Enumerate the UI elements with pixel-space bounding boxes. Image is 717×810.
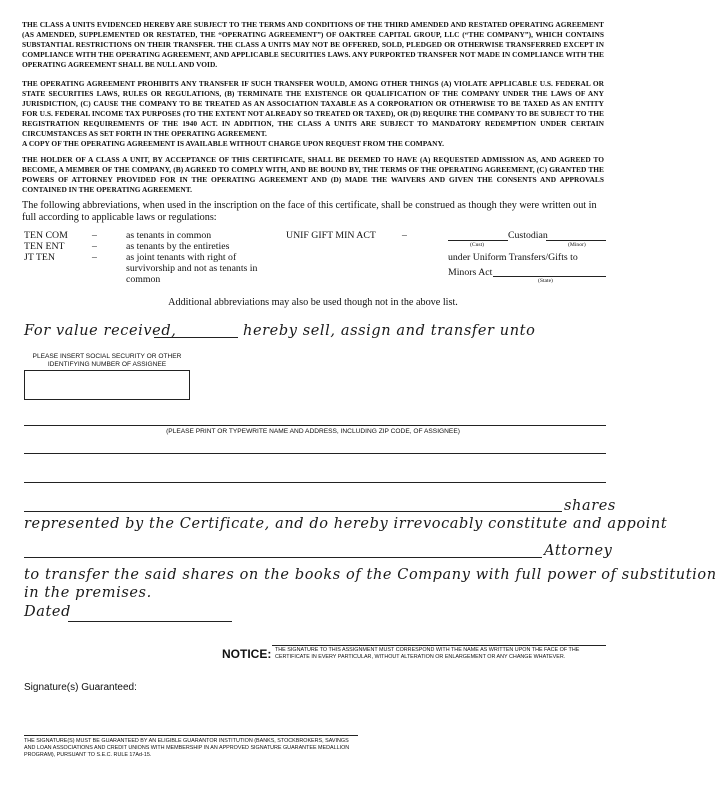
ugma-code: UNIF GIFT MIN ACT — [286, 230, 376, 241]
additional-abbreviations-note: Additional abbreviations may also be used though not in the above list. — [168, 297, 458, 308]
notice-text: THE SIGNATURE TO THIS ASSIGNMENT MUST CORRESPOND WITH THE NAME AS WRITTEN UPON THE FACE OF THE CERTIFICATE IN EVERY PARTICULAR, WITHOUT ALTERATION OR ENLARGEMENT OR ANY CHANGE WHATEVER. — [275, 647, 580, 660]
shares-text: shares — [564, 498, 616, 514]
abbreviation-meaning: as tenants in common — [126, 230, 212, 241]
assignee-address-line-2[interactable] — [24, 482, 606, 483]
guarantee-footnote: THE SIGNATURE(S) MUST BE GUARANTEED BY AN ELIGIBLE GUARANTOR INSTITUTION (BANKS, STOCKBROKERS, SAVINGS AND LOAN ASSOCIATIONS AND CREDIT UNIONS WITH MEMBERSHIP IN AN APPROVED SIGNATURE GUARANTEE MEDALLION PROGRAM), PURSUANT TO S.E.C. RULE 17Ad-15. — [24, 738, 350, 758]
legend-paragraph-holder-acceptance: THE HOLDER OF A CLASS A UNIT, BY ACCEPTANCE OF THIS CERTIFICATE, SHALL BE DEEMED TO HAVE (A) REQUESTED ADMISSION AS, AND AGREED TO BECOME, A MEMBER OF THE COMPANY, (B) AGREED TO COMPLY WITH, AND BE BOUND BY, THE TERMS OF THE OPERATING AGREEMENT, (C) GRANTED THE POWERS OF ATTORNEY PROVIDED FOR IN THE OPERATING AGREEMENT AND (D) MADE THE WAIVERS AND GIVEN THE CONSENTS AND APPROVALS CONTAINED IN THE OPERATING AGREEMENT. — [22, 155, 604, 194]
abbreviations-list — [24, 231, 274, 287]
under-act-text: under Uniform Transfers/Gifts to — [448, 252, 578, 263]
ugma-dash: – — [402, 230, 407, 241]
legend-paragraph-prohibited-transfers: THE OPERATING AGREEMENT PROHIBITS ANY TRANSFER IF SUCH TRANSFER WOULD, AMONG OTHER THINGS (A) VIOLATE APPLICABLE U.S. FEDERAL OR STATE SECURITIES LAWS, RULES OR REGULATIONS, (B) TERMINATE THE EXISTENCE OR QUALIFICATION OF THE COMPANY UNDER THE LAWS OF ANY JURISDICTION, (C) CAUSE THE COMPANY TO BE TREATED AS AN ASSOCIATION TAXABLE AS A CORPORATION OR OTHERWISE TO BE TAXED AS AN ENTITY FOR U.S. FEDERAL INCOME TAX PURPOSES (TO THE EXTENT NOT ALREADY SO TREATED OR TAXED), OR (D) REQUIRE THE COMPANY TO BE SUBJECT TO THE REGISTRATION REQUIREMENTS OF THE 1940 ACT. IN ADDITION, THE CLASS A UNITS ARE SUBJECT TO MANDATORY REDEMPTION UNDER CERTAIN CIRCUMSTANCES AS SET FORTH IN THE OPERATING AGREEMENT. — [22, 79, 604, 138]
attorney-text: Attorney — [544, 543, 613, 559]
name-address-caption: (PLEASE PRINT OR TYPEWRITE NAME AND ADDRESS, INCLUDING ZIP CODE, OF ASSIGNEE) — [166, 428, 460, 435]
signature-guaranteed-label: Signature(s) Guaranteed: — [24, 682, 137, 693]
abbreviation-dash: – — [92, 241, 97, 252]
legend-paragraph-transfer-restrictions: THE CLASS A UNITS EVIDENCED HEREBY ARE SUBJECT TO THE TERMS AND CONDITIONS OF THE THIRD AMENDED AND RESTATED OPERATING AGREEMENT (AS AMENDED, SUPPLEMENTED OR RESTATED, THE “OPERATING AGREEMENT”) OF OAKTREE CAPITAL GROUP, LLC (“THE COMPANY”), WHICH CONTAINS SUBSTANTIAL RESTRICTIONS ON THEIR TRANSFER. THE CLASS A UNITS MAY NOT BE OFFERED, SOLD, PLEDGED OR OTHERWISE TRANSFERRED EXCEPT IN COMPLIANCE WITH THE OPERATING AGREEMENT, AND APPLICABLE SECURITIES LAWS. ANY PURPORTED TRANSFER NOT MADE IN COMPLIANCE WITH THE OPERATING AGREEMENT SHALL BE NULL AND VOID. — [22, 20, 604, 69]
hereby-sell-text: hereby sell, assign and transfer unto — [243, 323, 536, 339]
minor-line — [546, 240, 606, 241]
ssn-label: PLEASE INSERT SOCIAL SECURITY OR OTHER IDENTIFYING NUMBER OF ASSIGNEE — [32, 353, 182, 369]
to-transfer-text: to transfer the said shares on the books of the Company with full power of substitution — [24, 567, 717, 583]
ssn-input-box[interactable] — [24, 370, 190, 400]
abbreviation-dash: – — [92, 252, 97, 263]
for-value-received-text: For value received, — [24, 323, 177, 339]
abbreviation-code: TEN ENT — [24, 241, 65, 252]
abbreviation-meaning: as joint tenants with right of survivorship and not as tenants in common — [126, 252, 258, 285]
minors-act-text: Minors Act — [448, 267, 493, 278]
signature-line[interactable] — [272, 645, 606, 646]
notice-label: NOTICE: — [222, 647, 272, 661]
abbreviation-code: TEN COM — [24, 230, 68, 241]
cust-caption: (Cust) — [470, 242, 484, 248]
abbreviations-intro: The following abbreviations, when used in the inscription on the face of this certificate, shall be construed as though they were written out in full according to applicable laws or regulations: — [22, 200, 597, 223]
assignee-name-line[interactable] — [24, 425, 606, 426]
date-line[interactable] — [68, 621, 232, 622]
state-caption: (State) — [538, 278, 553, 284]
abbreviation-meaning: as tenants by the entireties — [126, 241, 230, 252]
minor-caption: (Minor) — [568, 242, 586, 248]
premises-text: in the premises. — [24, 585, 152, 601]
abbreviation-code: JT TEN — [24, 252, 55, 263]
legend-paragraph-copy-available: A COPY OF THE OPERATING AGREEMENT IS AVAILABLE WITHOUT CHARGE UPON REQUEST FROM THE COMPANY. — [22, 139, 445, 148]
shares-line[interactable] — [24, 511, 562, 512]
custodian-line — [448, 240, 508, 241]
attorney-line[interactable] — [24, 557, 542, 558]
abbreviation-dash: – — [92, 230, 97, 241]
custodian-label: Custodian — [508, 230, 548, 241]
represented-text: represented by the Certificate, and do hereby irrevocably constitute and appoint — [24, 516, 668, 532]
dated-text: Dated — [24, 604, 71, 620]
abbreviation-row — [24, 253, 274, 287]
assignee-address-line-1[interactable] — [24, 453, 606, 454]
state-line — [493, 276, 606, 277]
guarantor-signature-line[interactable] — [24, 735, 358, 736]
value-line[interactable] — [154, 337, 238, 338]
